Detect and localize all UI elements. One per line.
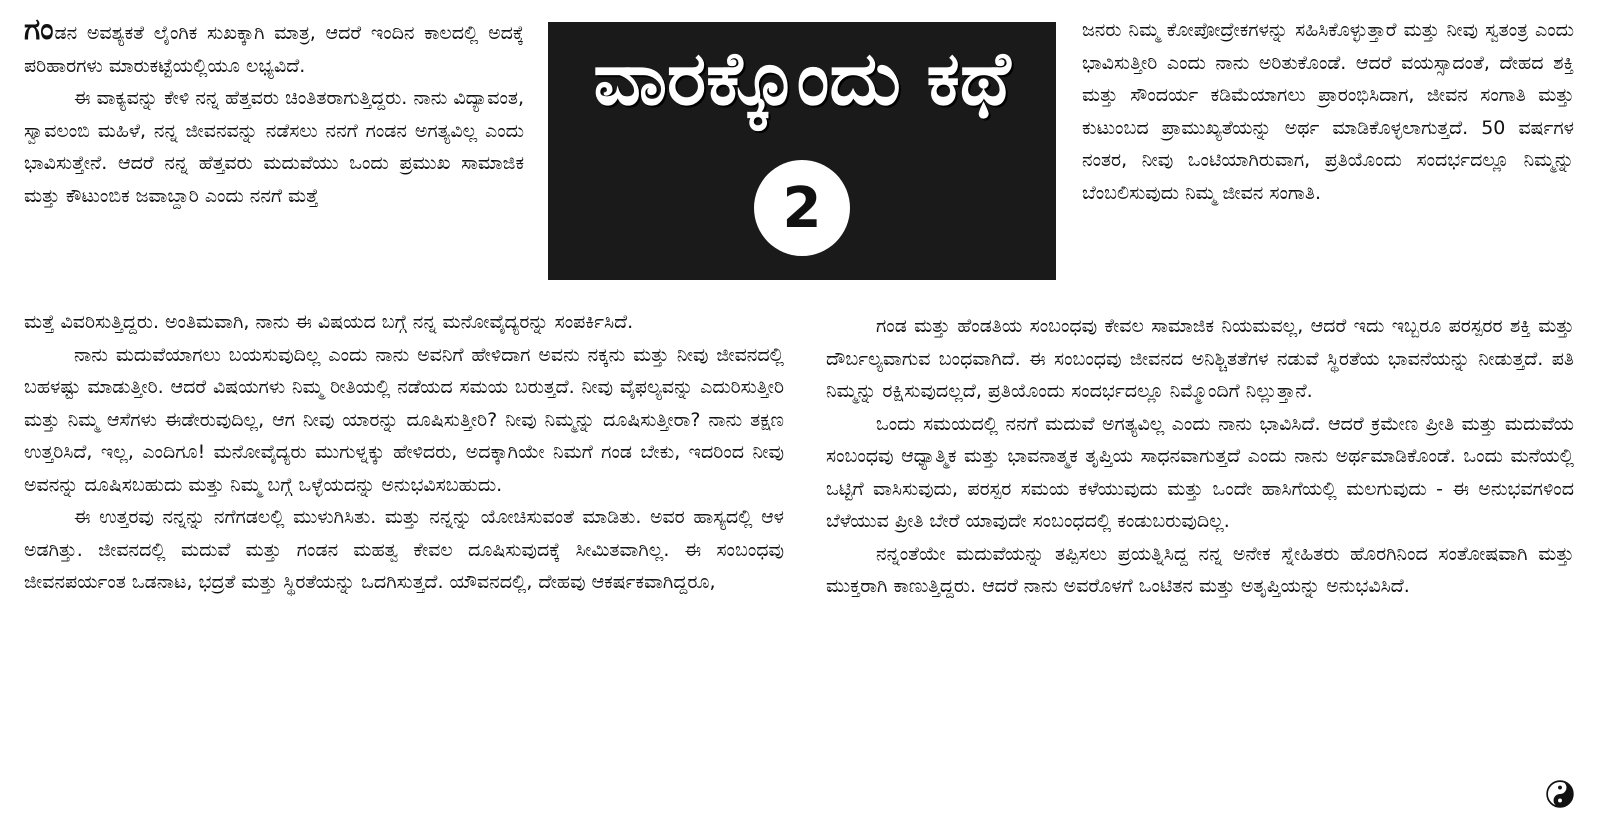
story-title: ವಾರಕ್ಕೊಂದು ಕಥೆ bbox=[593, 36, 1011, 122]
paragraph-2: ಈ ವಾಕ್ಯವನ್ನು ಕೇಳಿ ನನ್ನ ಹೆತ್ತವರು ಚಿಂತಿತರಾಗುತ್ತಿದ್ದರು. ನಾನು ವಿದ್ಯಾವಂತ, ಸ್ವಾವಲಂಬಿ ಮಹಿಳೆ, ನನ್ನ ಜೀವನವನ್ನು ನಡೆಸಲು ನನಗೆ ಗಂಡನ ಅಗತ್ಯವಿಲ್ಲ ಎಂದು ಭಾವಿಸುತ್ತೇನೆ. ಆದರೆ ನನ್ನ ಹೆತ್ತವರು ಮದುವೆಯು ಒಂದು ಪ್ರಮುಖ ಸಾಮಾಜಿಕ ಮತ್ತು ಕೌಟುಂಬಿಕ ಜವಾಬ್ದಾರಿ ಎಂದು ನನಗೆ ಮತ್ತೆ bbox=[24, 87, 524, 207]
story-number-badge: 2 bbox=[754, 160, 850, 256]
paragraph-3: ನಾನು ಮದುವೆಯಾಗಲು ಬಯಸುವುದಿಲ್ಲ ಎಂದು ನಾನು ಅವನಿಗೆ ಹೇಳಿದಾಗ ಅವನು ನಕ್ಕನು ಮತ್ತು ನೀವು ಜೀವನದಲ್ಲಿ ಬಹಳಷ್ಟು ಮಾಡುತ್ತೀರಿ. ಆದರೆ ವಿಷಯಗಳು ನಿಮ್ಮ ರೀತಿಯಲ್ಲಿ ನಡೆಯದ ಸಮಯ ಬರುತ್ತದೆ. ನೀವು ವೈಫಲ್ಯವನ್ನು ಎದುರಿಸುತ್ತೀರಿ ಮತ್ತು ನಿಮ್ಮ ಆಸೆಗಳು ಈಡೇರುವುದಿಲ್ಲ, ಆಗ ನೀವು ಯಾರನ್ನು ದೂಷಿಸುತ್ತೀರಿ? ನೀವು ನಿಮ್ಮನ್ನು ದೂಷಿಸುತ್ತೀರಾ? ನಾನು ತಕ್ಷಣ ಉತ್ತರಿಸಿದೆ, ಇಲ್ಲ, ಎಂದಿಗೂ! ಮನೋವೈದ್ಯರು ಮುಗುಳ್ನಕ್ಕು ಹೇಳಿದರು, ಅದಕ್ಕಾಗಿಯೇ ನಿಮಗೆ ಗಂಡ ಬೇಕು, ಇದರಿಂದ ನೀವು ಅವನನ್ನು ದೂಷಿಸಬಹುದು ಮತ್ತು ನಿಮ್ಮ ಬಗ್ಗೆ ಒಳ್ಳೆಯದನ್ನು ಅನುಭವಿಸಬಹುದು. bbox=[24, 343, 784, 496]
paragraph-7: ನನ್ನಂತೆಯೇ ಮದುವೆಯನ್ನು ತಪ್ಪಿಸಲು ಪ್ರಯತ್ನಿಸಿದ್ದ ನನ್ನ ಅನೇಕ ಸ್ನೇಹಿತರು ಹೊರಗಿನಿಂದ ಸಂತೋಷವಾಗಿ ಮತ್ತು ಮುಕ್ತರಾಗಿ ಕಾಣುತ್ತಿದ್ದರು. ಆದರೆ ನಾನು ಅವರೊಳಗೆ ಒಂಟಿತನ ಮತ್ತು ಅತೃಪ್ತಿಯನ್ನು ಅನುಭವಿಸಿದೆ. bbox=[826, 542, 1574, 597]
article-column-right-top bbox=[1082, 14, 1574, 209]
article-column-right-bottom bbox=[826, 310, 1574, 603]
article-column-left bbox=[24, 14, 524, 212]
paragraph-6: ಒಂದು ಸಮಯದಲ್ಲಿ ನನಗೆ ಮದುವೆ ಅಗತ್ಯವಿಲ್ಲ ಎಂದು ನಾನು ಭಾವಿಸಿದೆ. ಆದರೆ ಕ್ರಮೇಣ ಪ್ರೀತಿ ಮತ್ತು ಮದುವೆಯ ಸಂಬಂಧವು ಆಧ್ಯಾತ್ಮಿಕ ಮತ್ತು ಭಾವನಾತ್ಮಕ ತೃಪ್ತಿಯ ಸಾಧನವಾಗುತ್ತದೆ ಎಂದು ನಾನು ಅರ್ಥಮಾಡಿಕೊಂಡೆ. ಒಂದು ಮನೆಯಲ್ಲಿ ಒಟ್ಟಿಗೆ ವಾಸಿಸುವುದು, ಪರಸ್ಪರ ಸಮಯ ಕಳೆಯುವುದು ಮತ್ತು ಒಂದೇ ಹಾಸಿಗೆಯಲ್ಲಿ ಮಲಗುವುದು - ಈ ಅನುಭವಗಳಿಂದ ಬೆಳೆಯುವ ಪ್ರೀತಿ ಬೇರೆ ಯಾವುದೇ ಸಂಬಂಧದಲ್ಲಿ ಕಂಡುಬರುವುದಿಲ್ಲ. bbox=[826, 412, 1574, 532]
paragraph-1-text: ಡನ ಅವಶ್ಯಕತೆ ಲೈಂಗಿಕ ಸುಖಕ್ಕಾಗಿ ಮಾತ್ರ, ಆದರೆ ಇಂದಿನ ಕಾಲದಲ್ಲಿ ಅದಕ್ಕೆ ಪರಿಹಾರಗಳು ಮಾರುಕಟ್ಟೆಯಲ್ಲಿಯೂ ಲಭ್ಯವಿದೆ. bbox=[24, 22, 524, 77]
paragraph-1 bbox=[24, 14, 524, 82]
drop-cap: ಗಂ bbox=[24, 12, 55, 47]
paragraph-5: ಗಂಡ ಮತ್ತು ಹೆಂಡತಿಯ ಸಂಬಂಧವು ಕೇವಲ ಸಾಮಾಜಿಕ ನಿಯಮವಲ್ಲ, ಆದರೆ ಇದು ಇಬ್ಬರೂ ಪರಸ್ಪರರ ಶಕ್ತಿ ಮತ್ತು ದೌರ್ಬಲ್ಯವಾಗುವ ಬಂಧವಾಗಿದೆ. ಈ ಸಂಬಂಧವು ಜೀವನದ ಅನಿಶ್ಚಿತತೆಗಳ ನಡುವೆ ಸ್ಥಿರತೆಯ ಭಾವನೆಯನ್ನು ನೀಡುತ್ತದೆ. ಪತಿ ನಿಮ್ಮನ್ನು ರಕ್ಷಿಸುವುದಲ್ಲದೆ, ಪ್ರತಿಯೊಂದು ಸಂದರ್ಭದಲ್ಲೂ ನಿಮ್ಮೊಂದಿಗೆ ನಿಲ್ಲುತ್ತಾನೆ. bbox=[826, 315, 1574, 402]
story-title-box bbox=[548, 22, 1056, 280]
article-column-middle bbox=[24, 306, 784, 599]
paragraph-4-continued: ಜನರು ನಿಮ್ಮ ಕೋಪೋದ್ರೇಕಗಳನ್ನು ಸಹಿಸಿಕೊಳ್ಳುತ್ತಾರೆ ಮತ್ತು ನೀವು ಸ್ವತಂತ್ರ ಎಂದು ಭಾವಿಸುತ್ತೀರಿ ಎಂದು ನಾನು ಅರಿತುಕೊಂಡೆ. ಆದರೆ ವಯಸ್ಸಾದಂತೆ, ದೇಹದ ಶಕ್ತಿ ಮತ್ತು ಸೌಂದರ್ಯ ಕಡಿಮೆಯಾಗಲು ಪ್ರಾರಂಭಿಸಿದಾಗ, ಜೀವನ ಸಂಗಾತಿ ಮತ್ತು ಕುಟುಂಬದ ಪ್ರಾಮುಖ್ಯತೆಯನ್ನು ಅರ್ಥ ಮಾಡಿಕೊಳ್ಳಲಾಗುತ್ತದೆ. 50 ವರ್ಷಗಳ ನಂತರ, ನೀವು ಒಂಟಿಯಾಗಿರುವಾಗ, ಪ್ರತಿಯೊಂದು ಸಂದರ್ಭದಲ್ಲೂ ನಿಮ್ಮನ್ನು ಬೆಂಬಲಿಸುವುದು ನಿಮ್ಮ ಜೀವನ ಸಂಗಾತಿ. bbox=[1082, 19, 1574, 204]
yin-yang-icon bbox=[1546, 780, 1574, 808]
paragraph-4: ಈ ಉತ್ತರವು ನನ್ನನ್ನು ನಗೆಗಡಲಲ್ಲಿ ಮುಳುಗಿಸಿತು. ಮತ್ತು ನನ್ನನ್ನು ಯೋಚಿಸುವಂತೆ ಮಾಡಿತು. ಅವರ ಹಾಸ್ಯದಲ್ಲಿ ಆಳ ಅಡಗಿತ್ತು. ಜೀವನದಲ್ಲಿ ಮದುವೆ ಮತ್ತು ಗಂಡನ ಮಹತ್ವ ಕೇವಲ ದೂಷಿಸುವುದಕ್ಕೆ ಸೀಮಿತವಾಗಿಲ್ಲ. ಈ ಸಂಬಂಧವು ಜೀವನಪರ್ಯಂತ ಒಡನಾಟ, ಭದ್ರತೆ ಮತ್ತು ಸ್ಥಿರತೆಯನ್ನು ಒದಗಿಸುತ್ತದೆ. ಯೌವನದಲ್ಲಿ, ದೇಹವು ಆಕರ್ಷಕವಾಗಿದ್ದರೂ, bbox=[24, 506, 784, 593]
paragraph-2-continued: ಮತ್ತೆ ವಿವರಿಸುತ್ತಿದ್ದರು. ಅಂತಿಮವಾಗಿ, ನಾನು ಈ ವಿಷಯದ ಬಗ್ಗೆ ನನ್ನ ಮನೋವೈದ್ಯರನ್ನು ಸಂಪರ್ಕಿಸಿದೆ. bbox=[24, 311, 634, 333]
